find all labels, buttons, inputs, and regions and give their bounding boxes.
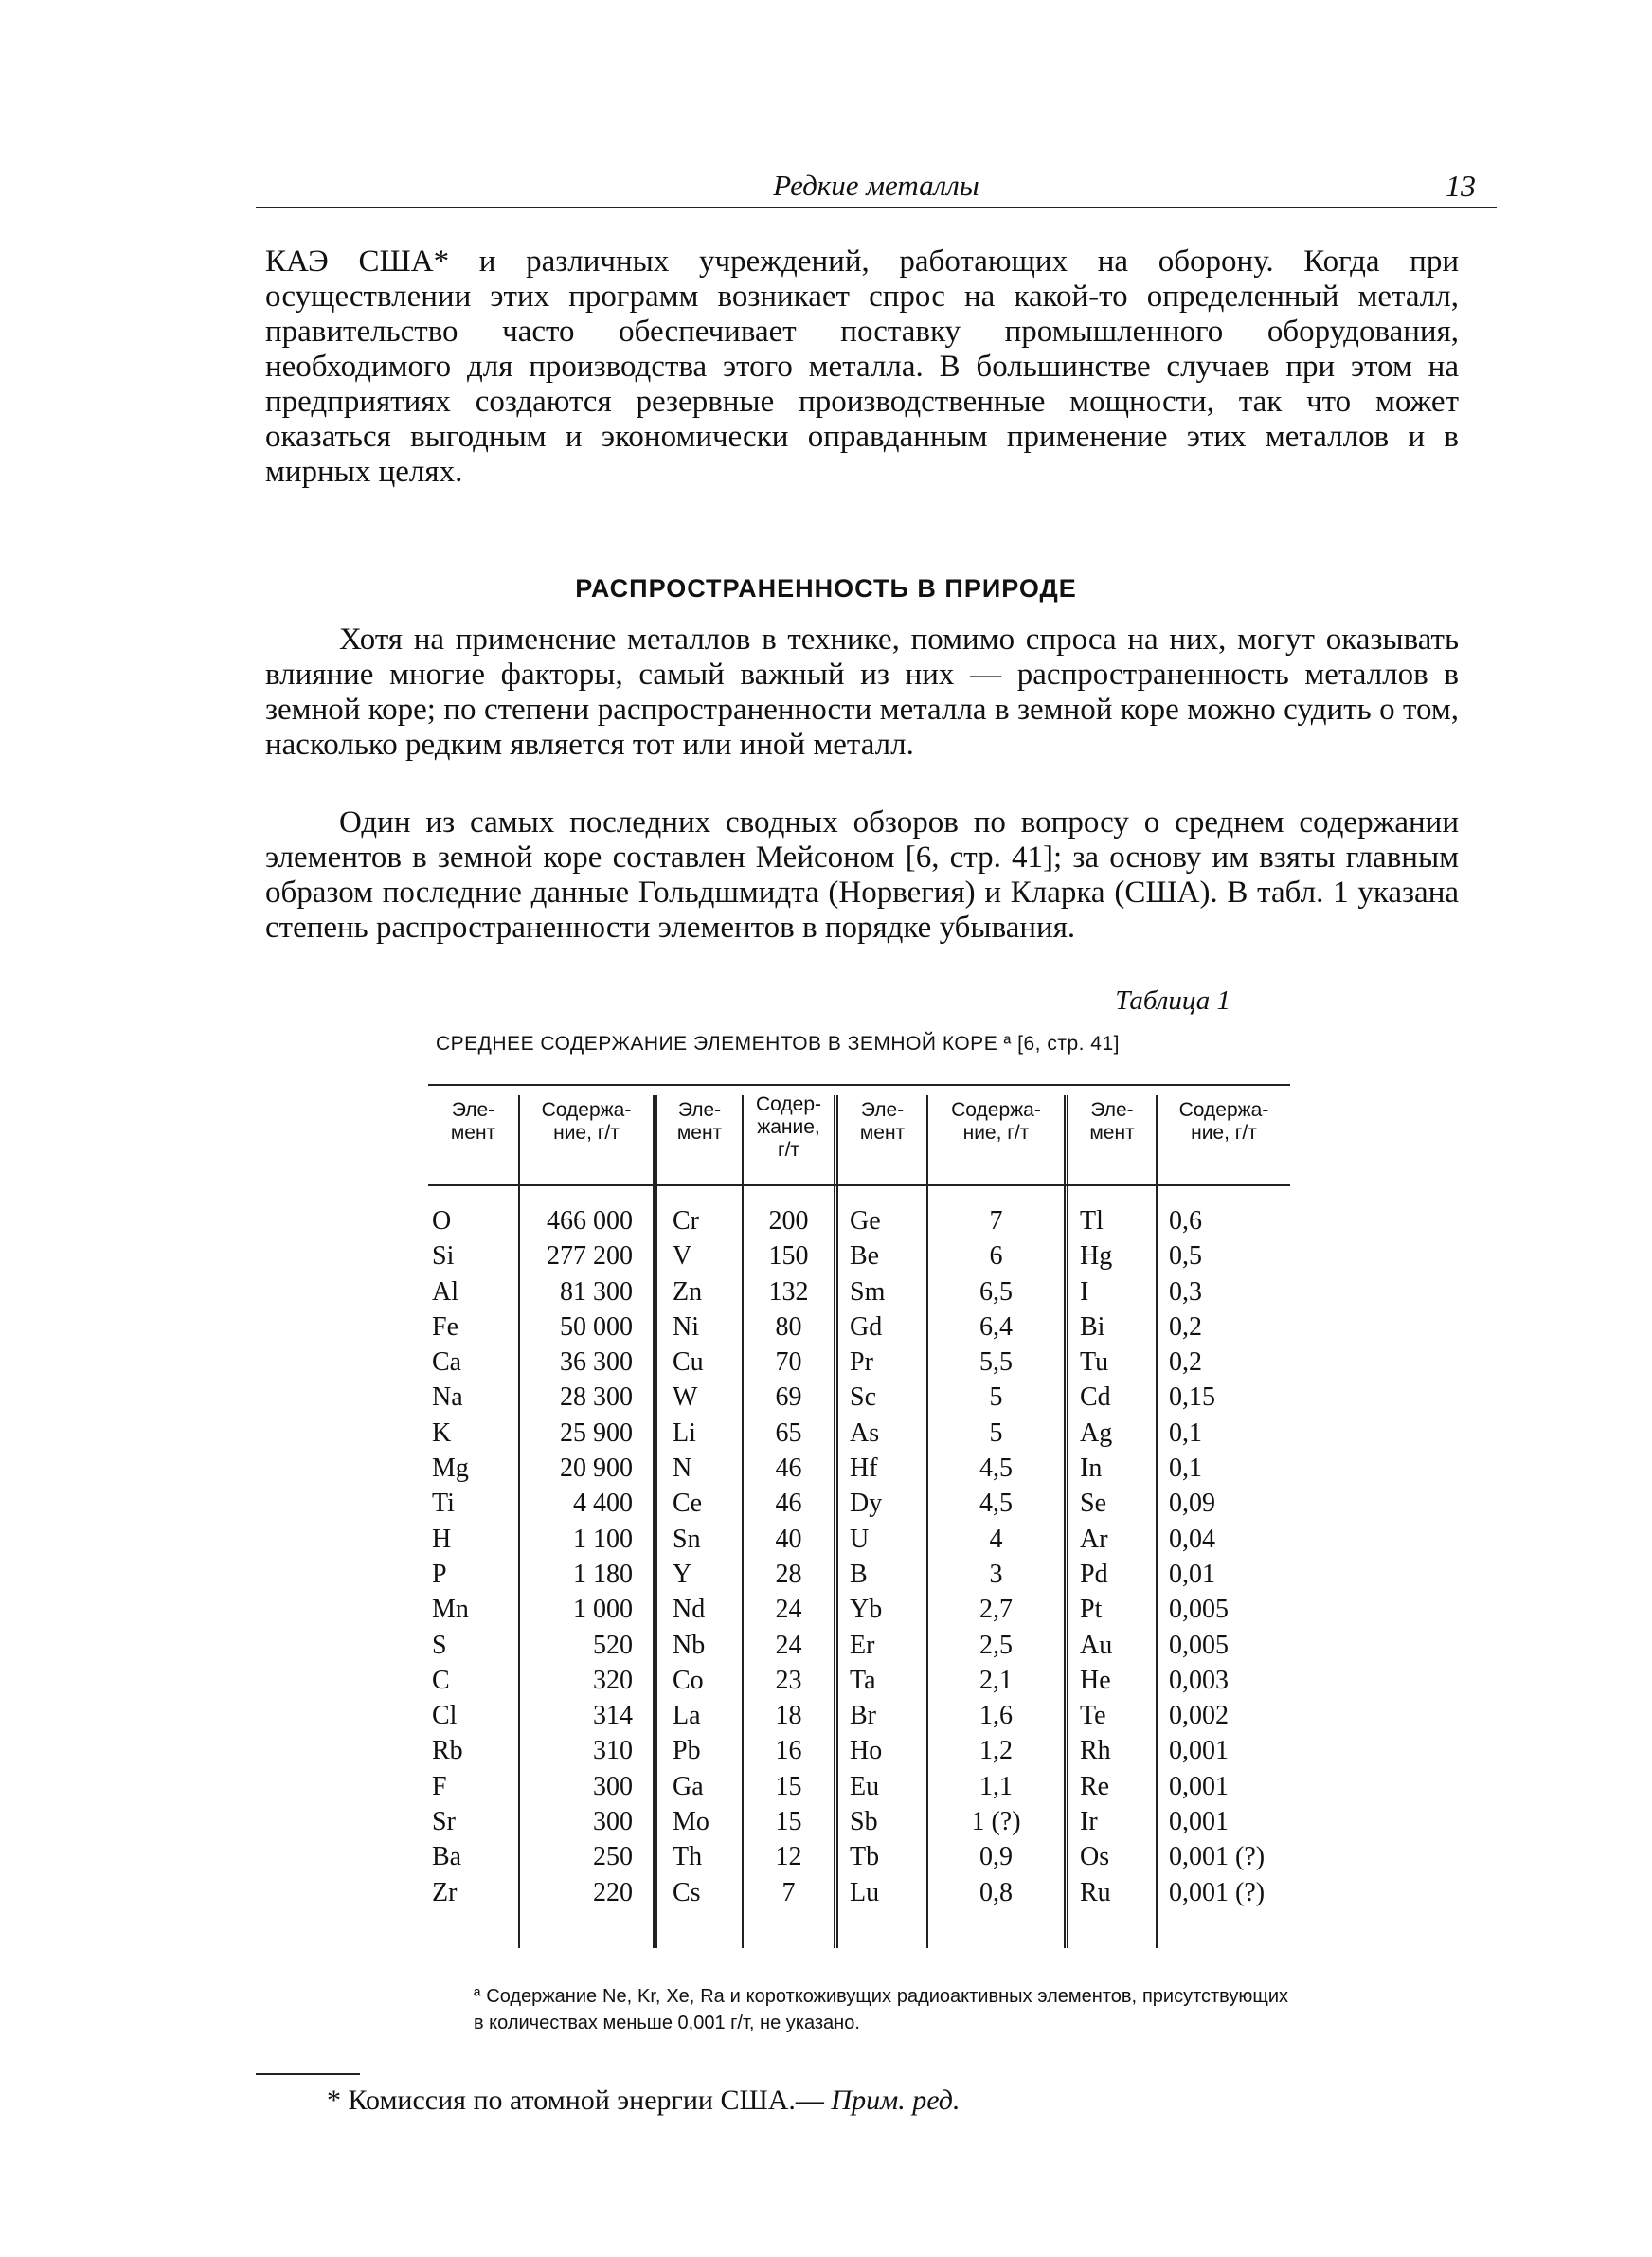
table-divider	[1064, 1095, 1068, 1948]
running-header	[256, 169, 1497, 207]
table-divider	[834, 1095, 838, 1948]
element-content: 5,5	[979, 1347, 1013, 1378]
element-symbol: Rh	[1080, 1736, 1111, 1766]
element-content: 4 400	[573, 1489, 633, 1519]
element-content: 4,5	[979, 1489, 1013, 1519]
element-symbol: F	[432, 1771, 447, 1801]
table-caption: СРЕДНЕЕ СОДЕРЖАНИЕ ЭЛЕМЕНТОВ В ЗЕМНОЙ КОРЕ ª [6, стр. 41]	[436, 1033, 1120, 1055]
element-symbol: Cl	[432, 1701, 458, 1731]
element-content: 300	[593, 1771, 633, 1801]
element-symbol: Ag	[1080, 1417, 1113, 1448]
element-content: 0,003	[1169, 1665, 1229, 1695]
element-symbol: Fe	[432, 1311, 458, 1342]
element-symbol: Hg	[1080, 1241, 1113, 1272]
element-content: 0,001 (?)	[1169, 1842, 1266, 1872]
element-symbol: Hf	[850, 1454, 878, 1484]
element-content: 18	[775, 1701, 802, 1731]
element-content: 0,1	[1169, 1417, 1202, 1448]
header-text: Эле- мент	[676, 1099, 723, 1144]
element-content: 220	[593, 1877, 633, 1907]
element-content: 36 300	[560, 1347, 633, 1378]
element-content: 200	[768, 1206, 809, 1236]
element-symbol: Ga	[673, 1771, 704, 1801]
element-content: 46	[775, 1489, 802, 1519]
header-content-4	[1158, 1099, 1290, 1181]
element-symbol: Eu	[850, 1771, 880, 1801]
element-symbol: Sm	[850, 1276, 886, 1307]
header-rule	[256, 207, 1497, 208]
element-symbol: Y	[673, 1559, 692, 1589]
element-content: 50 000	[560, 1311, 633, 1342]
element-symbol: Ti	[432, 1489, 455, 1519]
element-content: 80	[775, 1311, 802, 1342]
header-text: Содер- жание, г/т	[756, 1093, 821, 1161]
section-heading: РАСПРОСТРАНЕННОСТЬ В ПРИРОДЕ	[575, 574, 1077, 603]
column-elements-1	[432, 1203, 515, 1910]
paragraph-3: Один из самых последних сводных обзоров по вопросу о среднем содержании элементов в земной коре составлен Мейсоном [6, стр. 41]; за основу им взяты главным образом последние данные Гольдшмидта (Норвегия) и Кларка (США). В табл. 1 указана степень распространенности элементов в порядке убывания.	[265, 805, 1459, 945]
element-symbol: Mo	[673, 1807, 709, 1837]
element-symbol: Cr	[673, 1206, 699, 1236]
running-title: Редкие металлы	[773, 169, 979, 202]
element-content: 2,7	[979, 1595, 1013, 1625]
element-symbol: Pt	[1080, 1595, 1103, 1625]
element-content: 1,1	[979, 1771, 1013, 1801]
element-symbol: Gd	[850, 1311, 883, 1342]
element-symbol: Sr	[432, 1807, 456, 1837]
element-symbol: Ru	[1080, 1877, 1111, 1907]
element-symbol: Be	[850, 1241, 880, 1272]
element-symbol: Co	[673, 1665, 704, 1695]
element-content: 0,002	[1169, 1701, 1229, 1731]
element-content: 81 300	[560, 1276, 633, 1307]
element-symbol: Pr	[850, 1347, 873, 1378]
element-symbol: Th	[673, 1842, 703, 1872]
element-content: 277 200	[547, 1241, 633, 1272]
element-content: 1,6	[979, 1701, 1013, 1731]
element-symbol: Cu	[673, 1347, 704, 1378]
element-content: 46	[775, 1454, 802, 1484]
header-element-1	[428, 1099, 518, 1181]
element-symbol: Ca	[432, 1347, 462, 1378]
footnote-editor-note: Прим. ред.	[831, 2085, 961, 2116]
element-symbol: Se	[1080, 1489, 1106, 1519]
table-divider	[518, 1095, 520, 1948]
element-symbol: K	[432, 1417, 452, 1448]
element-symbol: As	[850, 1417, 880, 1448]
element-content: 0,8	[979, 1877, 1013, 1907]
element-content: 0,15	[1169, 1382, 1215, 1413]
element-content: 5	[989, 1382, 1003, 1413]
element-symbol: O	[432, 1206, 452, 1236]
element-symbol: Au	[1080, 1630, 1113, 1660]
element-content: 2,5	[979, 1630, 1013, 1660]
element-symbol: Cs	[673, 1877, 701, 1907]
element-content: 0,001	[1169, 1807, 1229, 1837]
element-symbol: Er	[850, 1630, 875, 1660]
element-content: 3	[989, 1559, 1003, 1589]
header-text: Эле- мент	[1089, 1099, 1135, 1144]
element-content: 0,6	[1169, 1206, 1202, 1236]
page-footnote	[327, 2085, 960, 2117]
element-content: 6,4	[979, 1311, 1013, 1342]
element-symbol: Ge	[850, 1206, 881, 1236]
element-content: 0,3	[1169, 1276, 1202, 1307]
element-symbol: Zn	[673, 1276, 703, 1307]
element-symbol: Ce	[673, 1489, 703, 1519]
element-content: 0,005	[1169, 1595, 1229, 1625]
element-content: 0,1	[1169, 1454, 1202, 1484]
element-symbol: N	[673, 1454, 692, 1484]
element-symbol: Ba	[432, 1842, 462, 1872]
element-symbol: Tu	[1080, 1347, 1109, 1378]
header-element-2	[657, 1099, 742, 1181]
element-symbol: Na	[432, 1382, 463, 1413]
column-elements-2	[673, 1203, 741, 1910]
element-content: 5	[989, 1417, 1003, 1448]
paragraph-2: Хотя на применение металлов в технике, помимо спроса на них, могут оказывать влияние многие факторы, самый важный из них — распространенность металлов в земной коре; по степени распространенности металла в земной коре можно судить о том, насколько редким является тот или иной металл.	[265, 623, 1459, 762]
header-element-4	[1068, 1099, 1156, 1181]
header-content-1	[520, 1099, 653, 1181]
header-text: Содержа- ние, г/т	[1178, 1099, 1269, 1144]
element-content: 7	[989, 1206, 1003, 1236]
element-content: 310	[593, 1736, 633, 1766]
element-symbol: C	[432, 1665, 450, 1695]
element-symbol: Sc	[850, 1382, 876, 1413]
element-content: 40	[775, 1524, 802, 1554]
element-symbol: P	[432, 1559, 447, 1589]
table-divider	[653, 1095, 657, 1948]
column-values-1	[523, 1203, 633, 1910]
element-symbol: Sn	[673, 1524, 701, 1554]
table-header-rule	[428, 1184, 1290, 1186]
element-symbol: Pb	[673, 1736, 701, 1766]
element-content: 314	[593, 1701, 633, 1731]
element-symbol: Tb	[850, 1842, 880, 1872]
element-symbol: B	[850, 1559, 868, 1589]
element-symbol: Ar	[1080, 1524, 1108, 1554]
header-content-3	[928, 1099, 1064, 1181]
element-content: 520	[593, 1630, 633, 1660]
element-content: 300	[593, 1807, 633, 1837]
element-content: 0,001	[1169, 1736, 1229, 1766]
header-element-3	[838, 1099, 926, 1181]
element-content: 1 100	[573, 1524, 633, 1554]
table-divider	[1156, 1095, 1158, 1948]
column-elements-3	[850, 1203, 925, 1910]
element-content: 12	[775, 1842, 802, 1872]
element-symbol: Zr	[432, 1877, 458, 1907]
element-symbol: Sb	[850, 1807, 878, 1837]
element-content: 0,01	[1169, 1559, 1215, 1589]
element-symbol: Rb	[432, 1736, 463, 1766]
element-content: 15	[775, 1807, 802, 1837]
element-content: 0,001	[1169, 1771, 1229, 1801]
element-symbol: Ta	[850, 1665, 876, 1695]
element-content: 25 900	[560, 1417, 633, 1448]
header-text: Эле- мент	[450, 1099, 496, 1144]
element-content: 24	[775, 1595, 802, 1625]
element-symbol: U	[850, 1524, 870, 1554]
element-content: 1 000	[573, 1595, 633, 1625]
element-symbol: Br	[850, 1701, 876, 1731]
element-content: 1 180	[573, 1559, 633, 1589]
element-content: 28	[775, 1559, 802, 1589]
element-symbol: Ir	[1080, 1807, 1098, 1837]
element-symbol: Si	[432, 1241, 455, 1272]
element-content: 0,9	[979, 1842, 1013, 1872]
element-content: 0,5	[1169, 1241, 1202, 1272]
element-symbol: Bi	[1080, 1311, 1105, 1342]
column-values-4	[1169, 1203, 1290, 1910]
header-text: Эле- мент	[859, 1099, 906, 1144]
element-content: 320	[593, 1665, 633, 1695]
element-content: 0,04	[1169, 1524, 1215, 1554]
element-content: 466 000	[547, 1206, 633, 1236]
element-symbol: I	[1080, 1276, 1089, 1307]
element-symbol: Nd	[673, 1595, 706, 1625]
element-symbol: Lu	[850, 1877, 880, 1907]
element-content: 24	[775, 1630, 802, 1660]
element-symbol: Os	[1080, 1842, 1110, 1872]
element-symbol: Te	[1080, 1701, 1106, 1731]
paragraph-1: КАЭ США* и различных учреждений, работающих на оборону. Когда при осуществлении этих программ возникает спрос на какой-то определенный металл, правительство часто обеспечивает поставку промышленного оборудования, необходимого для производства этого металла. В большинстве случаев при этом на предприятиях создаются резервные производственные мощности, так что может оказаться выгодным и экономически оправданным применение этих металлов и в мирных целях.	[265, 244, 1459, 489]
element-symbol: Dy	[850, 1489, 883, 1519]
element-content: 1,2	[979, 1736, 1013, 1766]
element-content: 0,001 (?)	[1169, 1877, 1266, 1907]
element-symbol: H	[432, 1524, 452, 1554]
element-symbol: La	[673, 1701, 701, 1731]
element-symbol: V	[673, 1241, 692, 1272]
element-content: 132	[768, 1276, 809, 1307]
element-content: 150	[768, 1241, 809, 1272]
element-content: 23	[775, 1665, 802, 1695]
element-content: 6,5	[979, 1276, 1013, 1307]
element-symbol: Ni	[673, 1311, 699, 1342]
element-symbol: He	[1080, 1665, 1111, 1695]
table-label: Таблица 1	[1115, 985, 1230, 1016]
element-content: 0,005	[1169, 1630, 1229, 1660]
element-symbol: Al	[432, 1276, 458, 1307]
element-content: 2,1	[979, 1665, 1013, 1695]
header-content-2	[744, 1093, 834, 1175]
page-number: 13	[1446, 169, 1476, 203]
element-content: 7	[781, 1877, 796, 1907]
element-content: 4	[989, 1524, 1003, 1554]
column-values-2	[744, 1203, 834, 1910]
element-content: 65	[775, 1417, 802, 1448]
element-content: 16	[775, 1736, 802, 1766]
element-content: 6	[989, 1241, 1003, 1272]
element-symbol: Yb	[850, 1595, 883, 1625]
table-footnote: ª Содержание Ne, Kr, Xe, Ra и короткоживущих радиоактивных элементов, присутствующих в количествах меньше 0,001 г/т, не указано.	[474, 1986, 1288, 2033]
abundance-table	[428, 1078, 1290, 1959]
element-content: 28 300	[560, 1382, 633, 1413]
column-values-3	[928, 1203, 1064, 1910]
column-elements-4	[1080, 1203, 1154, 1910]
footnote-rule	[256, 2073, 360, 2075]
element-content: 1 (?)	[971, 1807, 1021, 1837]
element-content: 0,2	[1169, 1311, 1202, 1342]
element-symbol: Re	[1080, 1771, 1110, 1801]
element-content: 70	[775, 1347, 802, 1378]
element-symbol: W	[673, 1382, 698, 1413]
footnote-text: * Комиссия по атомной энергии США.—	[327, 2085, 824, 2116]
element-symbol: Tl	[1080, 1206, 1104, 1236]
element-symbol: Mn	[432, 1595, 469, 1625]
element-content: 20 900	[560, 1454, 633, 1484]
element-symbol: Mg	[432, 1454, 469, 1484]
element-symbol: Nb	[673, 1630, 706, 1660]
header-text: Содержа- ние, г/т	[541, 1099, 632, 1144]
element-content: 0,2	[1169, 1347, 1202, 1378]
element-symbol: Cd	[1080, 1382, 1111, 1413]
element-symbol: Li	[673, 1417, 696, 1448]
element-symbol: Pd	[1080, 1559, 1108, 1589]
header-text: Содержа- ние, г/т	[951, 1099, 1041, 1144]
element-content: 15	[775, 1771, 802, 1801]
element-content: 250	[593, 1842, 633, 1872]
element-symbol: In	[1080, 1454, 1103, 1484]
element-symbol: S	[432, 1630, 447, 1660]
element-content: 0,09	[1169, 1489, 1215, 1519]
element-content: 69	[775, 1382, 802, 1413]
element-symbol: Ho	[850, 1736, 883, 1766]
element-content: 4,5	[979, 1454, 1013, 1484]
table-top-rule	[428, 1084, 1290, 1086]
